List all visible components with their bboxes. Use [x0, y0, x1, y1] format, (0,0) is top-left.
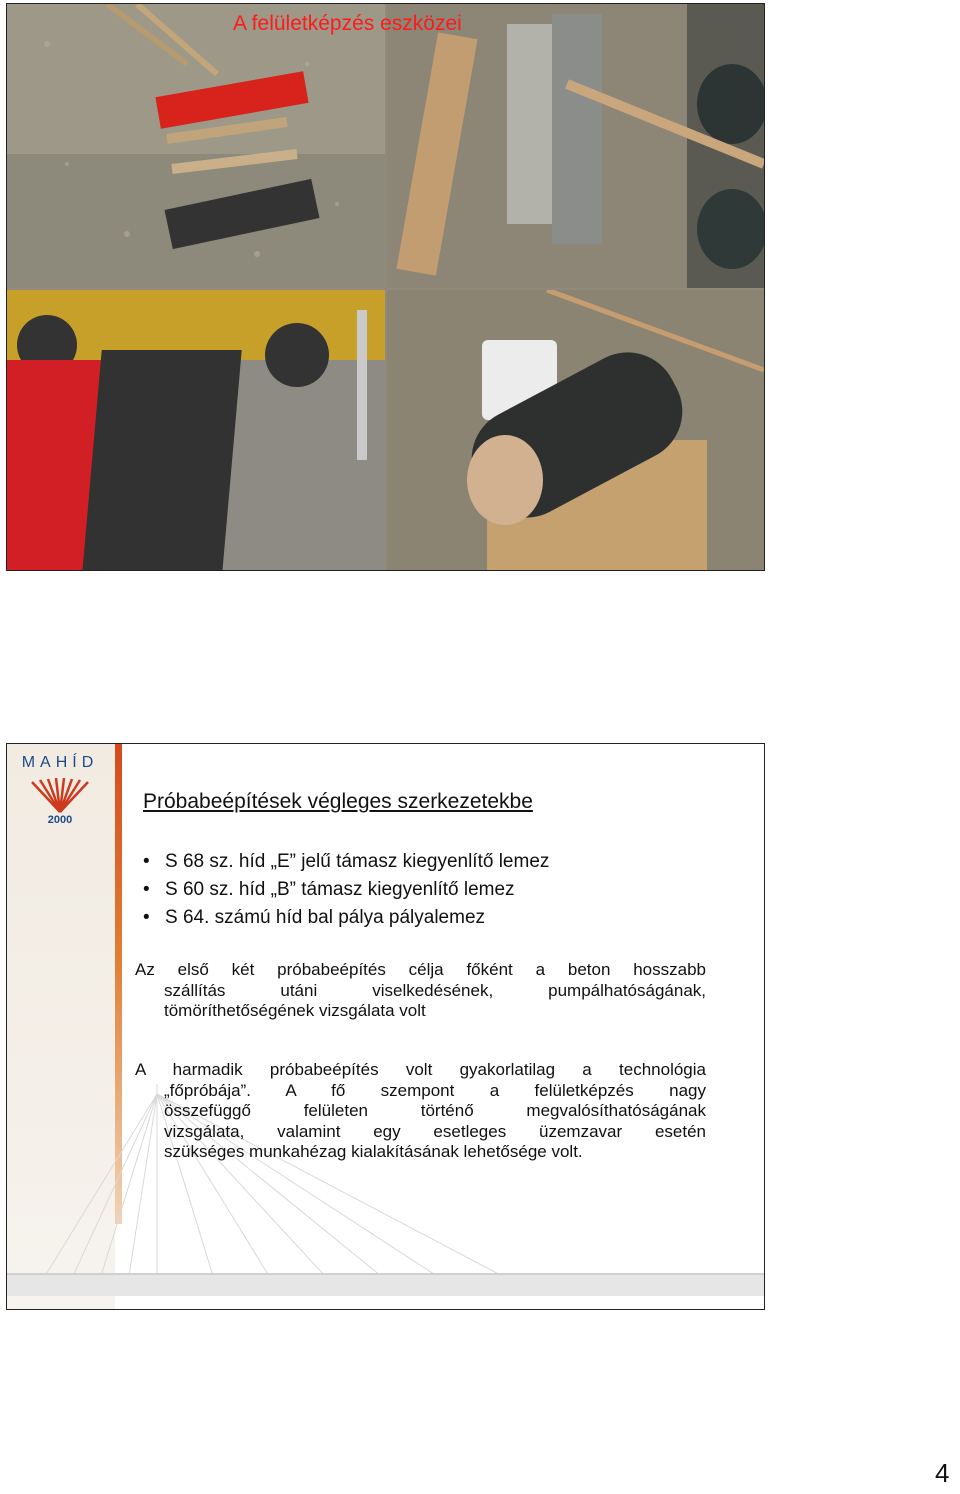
list-item: • S 68 sz. híd „E” jelű támasz kiegyenlítő lemez: [143, 848, 549, 876]
slide-title: Próbabeépítések végleges szerkezetekbe: [143, 790, 533, 813]
bullet-list: [143, 848, 549, 932]
paragraph-line: vizsgálata, valamint egy esetleges üzemzavar esetén: [164, 1121, 706, 1141]
roller-on-red-machine-photo: [7, 290, 385, 570]
brushes-on-ground-photo: [7, 4, 385, 288]
paragraph-line: tömöríthetőségének vizsgálata volt: [164, 1001, 426, 1020]
mahid-logo: [10, 754, 110, 834]
slide-content: [135, 744, 708, 1309]
paragraph-1: [135, 960, 706, 1022]
paragraph-2: [135, 1060, 706, 1163]
slide-photo-collage: [6, 3, 765, 571]
list-item: • S 64. számú híd bal pálya pályalemez: [143, 904, 549, 932]
logo-text: MAHÍD: [21, 754, 99, 771]
list-item: • S 60 sz. híd „B” támasz kiegyenlítő lemez: [143, 876, 549, 904]
logo-year: 2000: [47, 814, 73, 826]
paragraph-line: Az első két próbabeépítés célja főként a beton hosszabb: [135, 960, 706, 979]
paragraph-line: A harmadik próbabeépítés volt gyakorlatilag a technológia: [135, 1060, 706, 1079]
fan-icon: [30, 778, 90, 814]
steel-comb-tool-photo: [387, 4, 764, 288]
paragraph-line: összefüggő felületen történő megvalósíthatóságának: [164, 1101, 706, 1120]
paragraph-line: szállítás utáni viselkedésének, pumpálhatóságának,: [164, 980, 706, 1000]
paragraph-line: szükséges munkahézag kialakításának lehetősége volt.: [164, 1142, 583, 1161]
slide-text: [6, 743, 765, 1310]
paragraph-line: „főpróbája”. A fő szempont a felületképzés nagy: [164, 1080, 706, 1100]
slide-title: A felületképzés eszközei: [233, 12, 462, 35]
brush-roller-on-box-photo: [387, 290, 764, 570]
page-number: 4: [935, 1458, 950, 1488]
